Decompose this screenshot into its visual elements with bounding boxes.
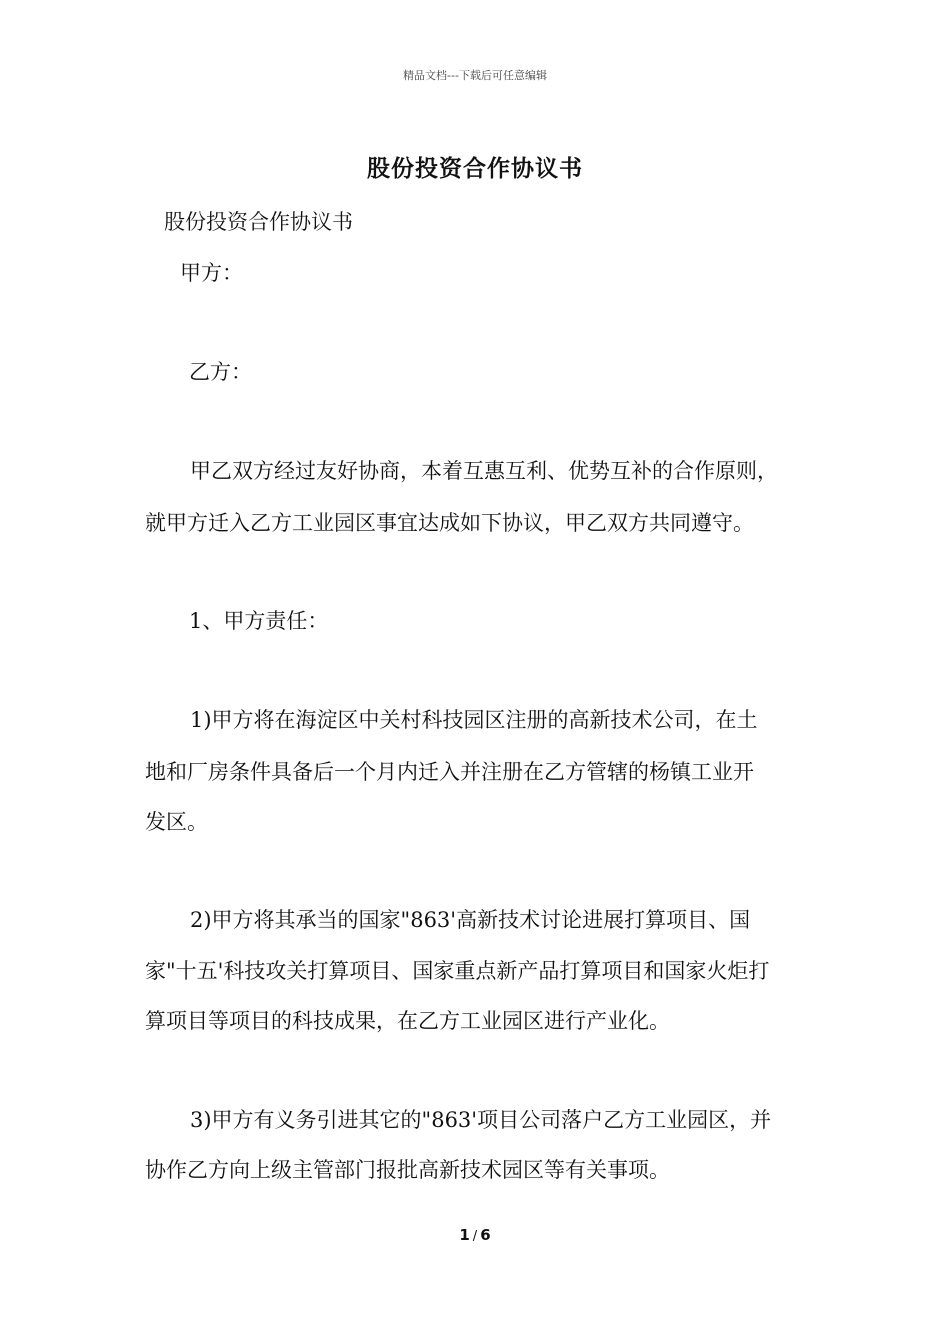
party-a-line: 甲方： bbox=[180, 261, 243, 285]
item-2-line-1: 2)甲方将其承当的国家"863'高新技术讨论进展打算项目、国 bbox=[190, 908, 751, 932]
page-separator: / bbox=[472, 1229, 478, 1244]
current-page: 1 bbox=[459, 1226, 470, 1244]
intro-line-1: 甲乙双方经过友好协商，本着互惠互利、优势互补的合作原则， bbox=[190, 459, 778, 483]
party-b-line: 乙方： bbox=[189, 360, 252, 384]
page-number bbox=[0, 1226, 950, 1244]
section-1-heading: 1、甲方责任： bbox=[189, 609, 329, 633]
total-pages: 6 bbox=[480, 1226, 491, 1244]
item-3-line-1: 3)甲方有义务引进其它的"863'项目公司落户乙方工业园区，并 bbox=[190, 1108, 772, 1132]
subtitle-line: 股份投资合作协议书 bbox=[164, 210, 353, 234]
item-1-line-2: 地和厂房条件具备后一个月内迁入并注册在乙方管辖的杨镇工业开 bbox=[145, 760, 754, 784]
item-1-line-1: 1)甲方将在海淀区中关村科技园区注册的高新技术公司，在土 bbox=[190, 708, 758, 732]
document-title: 股份投资合作协议书 bbox=[367, 155, 583, 182]
item-1-line-3: 发区。 bbox=[145, 810, 208, 834]
item-3-line-2: 协作乙方向上级主管部门报批高新技术园区等有关事项。 bbox=[145, 1158, 670, 1182]
item-2-line-2: 家"十五'科技攻关打算项目、国家重点新产品打算项目和国家火炬打 bbox=[145, 959, 770, 983]
item-2-line-3: 算项目等项目的科技成果，在乙方工业园区进行产业化。 bbox=[145, 1009, 670, 1033]
intro-line-2: 就甲方迁入乙方工业园区事宜达成如下协议，甲乙双方共同遵守。 bbox=[145, 511, 754, 535]
header-note: 精品文档---下载后可任意编辑 bbox=[403, 69, 547, 82]
